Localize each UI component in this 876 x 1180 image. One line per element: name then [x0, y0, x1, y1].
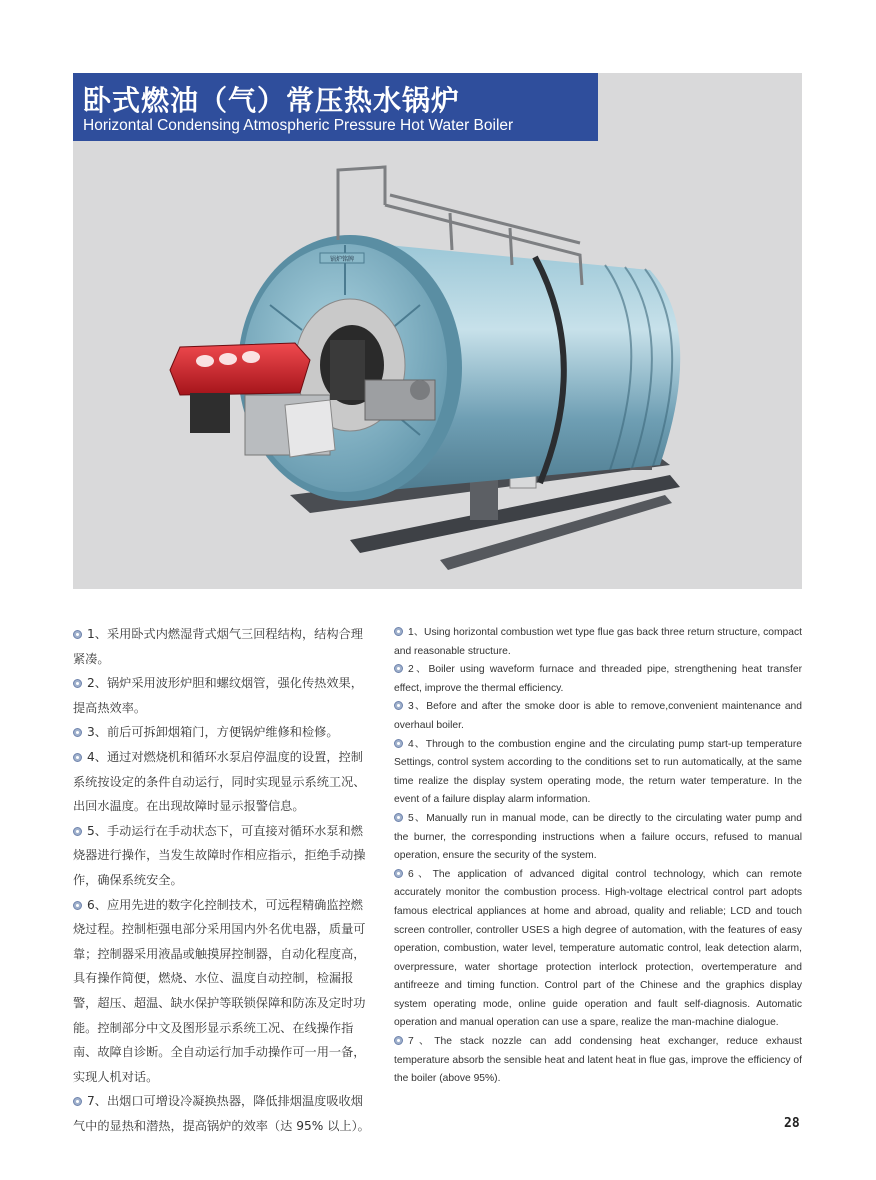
bullet-icon [394, 664, 403, 673]
feature-en-item: 5、Manually run in manual mode, can be directly to the circulating water pump and the burner, the corresponding instructions when a failure occurs, refused to manual operation, ensure the security of the system. [394, 812, 802, 862]
title-banner [73, 73, 598, 141]
feature-en-item: 6、The application of advanced digital control technology, which can remote accurately monitor the combustion process. High-voltage electrical control part adopts famous electrical appliances at home and abroad, quality and reliable; LCD and touch screen controller, controller USES a high degree of automation, with the features of easy operation, combustion, water level, temperature automatic control, leak detection alarm, overpressure, water shortage protection interlock protection, overtemperature and antifreeze and timing function. Control part of the Chinese and the graphics display system operating mode, online guide operation and fault self-diagnosis. Automatic operation and manual operation can use a spare, realize the man-machine dialogue. [394, 868, 802, 1029]
bullet-icon [73, 753, 82, 762]
bullet-icon [394, 1036, 403, 1045]
feature-en-item: 2、Boiler using waveform furnace and threaded pipe, strengthening heat transfer effect, improve the thermal efficiency. [394, 664, 802, 694]
feature-cn-item: 1、采用卧式内燃湿背式烟气三回程结构，结构合理紧凑。 [73, 627, 363, 666]
bullet-icon [73, 827, 82, 836]
page-title-cn: 卧式燃油（气）常压热水锅炉 [83, 84, 461, 117]
bullet-icon [394, 701, 403, 710]
bullet-icon [73, 679, 82, 688]
feature-cn-item: 3、前后可拆卸烟箱门，方便锅炉维修和检修。 [73, 720, 375, 745]
bullet-icon [73, 901, 82, 910]
feature-en-item: 7、The stack nozzle can add condensing heat exchanger, reduce exhaust temperature absorb the sensible heat and latent heat in flue gas, improve the efficiency of the boiler (above 95%). [394, 1036, 802, 1085]
page-number: 28 [784, 1116, 800, 1131]
bullet-icon [394, 627, 403, 636]
boiler-illustration [150, 165, 720, 575]
nameplate-text: 锅炉铭牌 [329, 256, 355, 263]
feature-en-item: 1、Using horizontal combustion wet type flue gas back three return structure, compact and reasonable structure. [394, 627, 802, 657]
bullet-icon [73, 728, 82, 737]
features-en-column [394, 624, 802, 1089]
feature-en-item: 3、Before and after the smoke door is able to remove,convenient maintenance and overhaul boiler. [394, 701, 802, 731]
feature-cn-item: 4、通过对燃烧机和循环水泵启停温度的设置，控制系统按设定的条件自动运行，同时实现显示系统工况、出回水温度。在出现故障时显示报警信息。 [73, 749, 366, 814]
bullet-icon [394, 813, 403, 822]
feature-cn-item: 2、锅炉采用波形炉胆和螺纹烟管，强化传热效果，提高热效率。 [73, 676, 363, 715]
feature-en-item: 4、Through to the combustion engine and the circulating pump start-up temperature Settings, control system according to the conditions set to run automatically, at the same time realize the display system operating mode, the return water temperature. In the event of a failure display alarm information. [394, 738, 802, 806]
feature-cn-item: 7、出烟口可增设冷凝换热器，降低排烟温度吸收烟气中的显热和潜热，提高锅炉的效率（达 95% 以上）。 [73, 1094, 370, 1133]
bullet-icon [73, 630, 82, 639]
bullet-icon [394, 869, 403, 878]
bullet-icon [73, 1097, 82, 1106]
feature-cn-item: 5、手动运行在手动状态下，可直接对循环水泵和燃烧器进行操作，当发生故障时作相应指示，拒绝手动操作，确保系统安全。 [73, 823, 366, 887]
feature-cn-item: 6、应用先进的数字化控制技术，可远程精确监控燃烧过程。控制柜强电部分采用国内外名优电器，质量可靠；控制器采用液晶或触摸屏控制器，自动化程度高，具有操作简便，燃烧、水位、温度自动控制，检漏报警，超压、超温、缺水保护等联锁保障和防冻及定时功能。控制部分中文及图形显示系统工况、在线操作指南、故障自诊断。全自动运行加手动操作可一用一备，实现人机对话。 [73, 897, 366, 1084]
features-cn-column [73, 622, 375, 1138]
bullet-icon [394, 739, 403, 748]
page-title-en: Horizontal Condensing Atmospheric Pressure Hot Water Boiler [83, 117, 514, 134]
